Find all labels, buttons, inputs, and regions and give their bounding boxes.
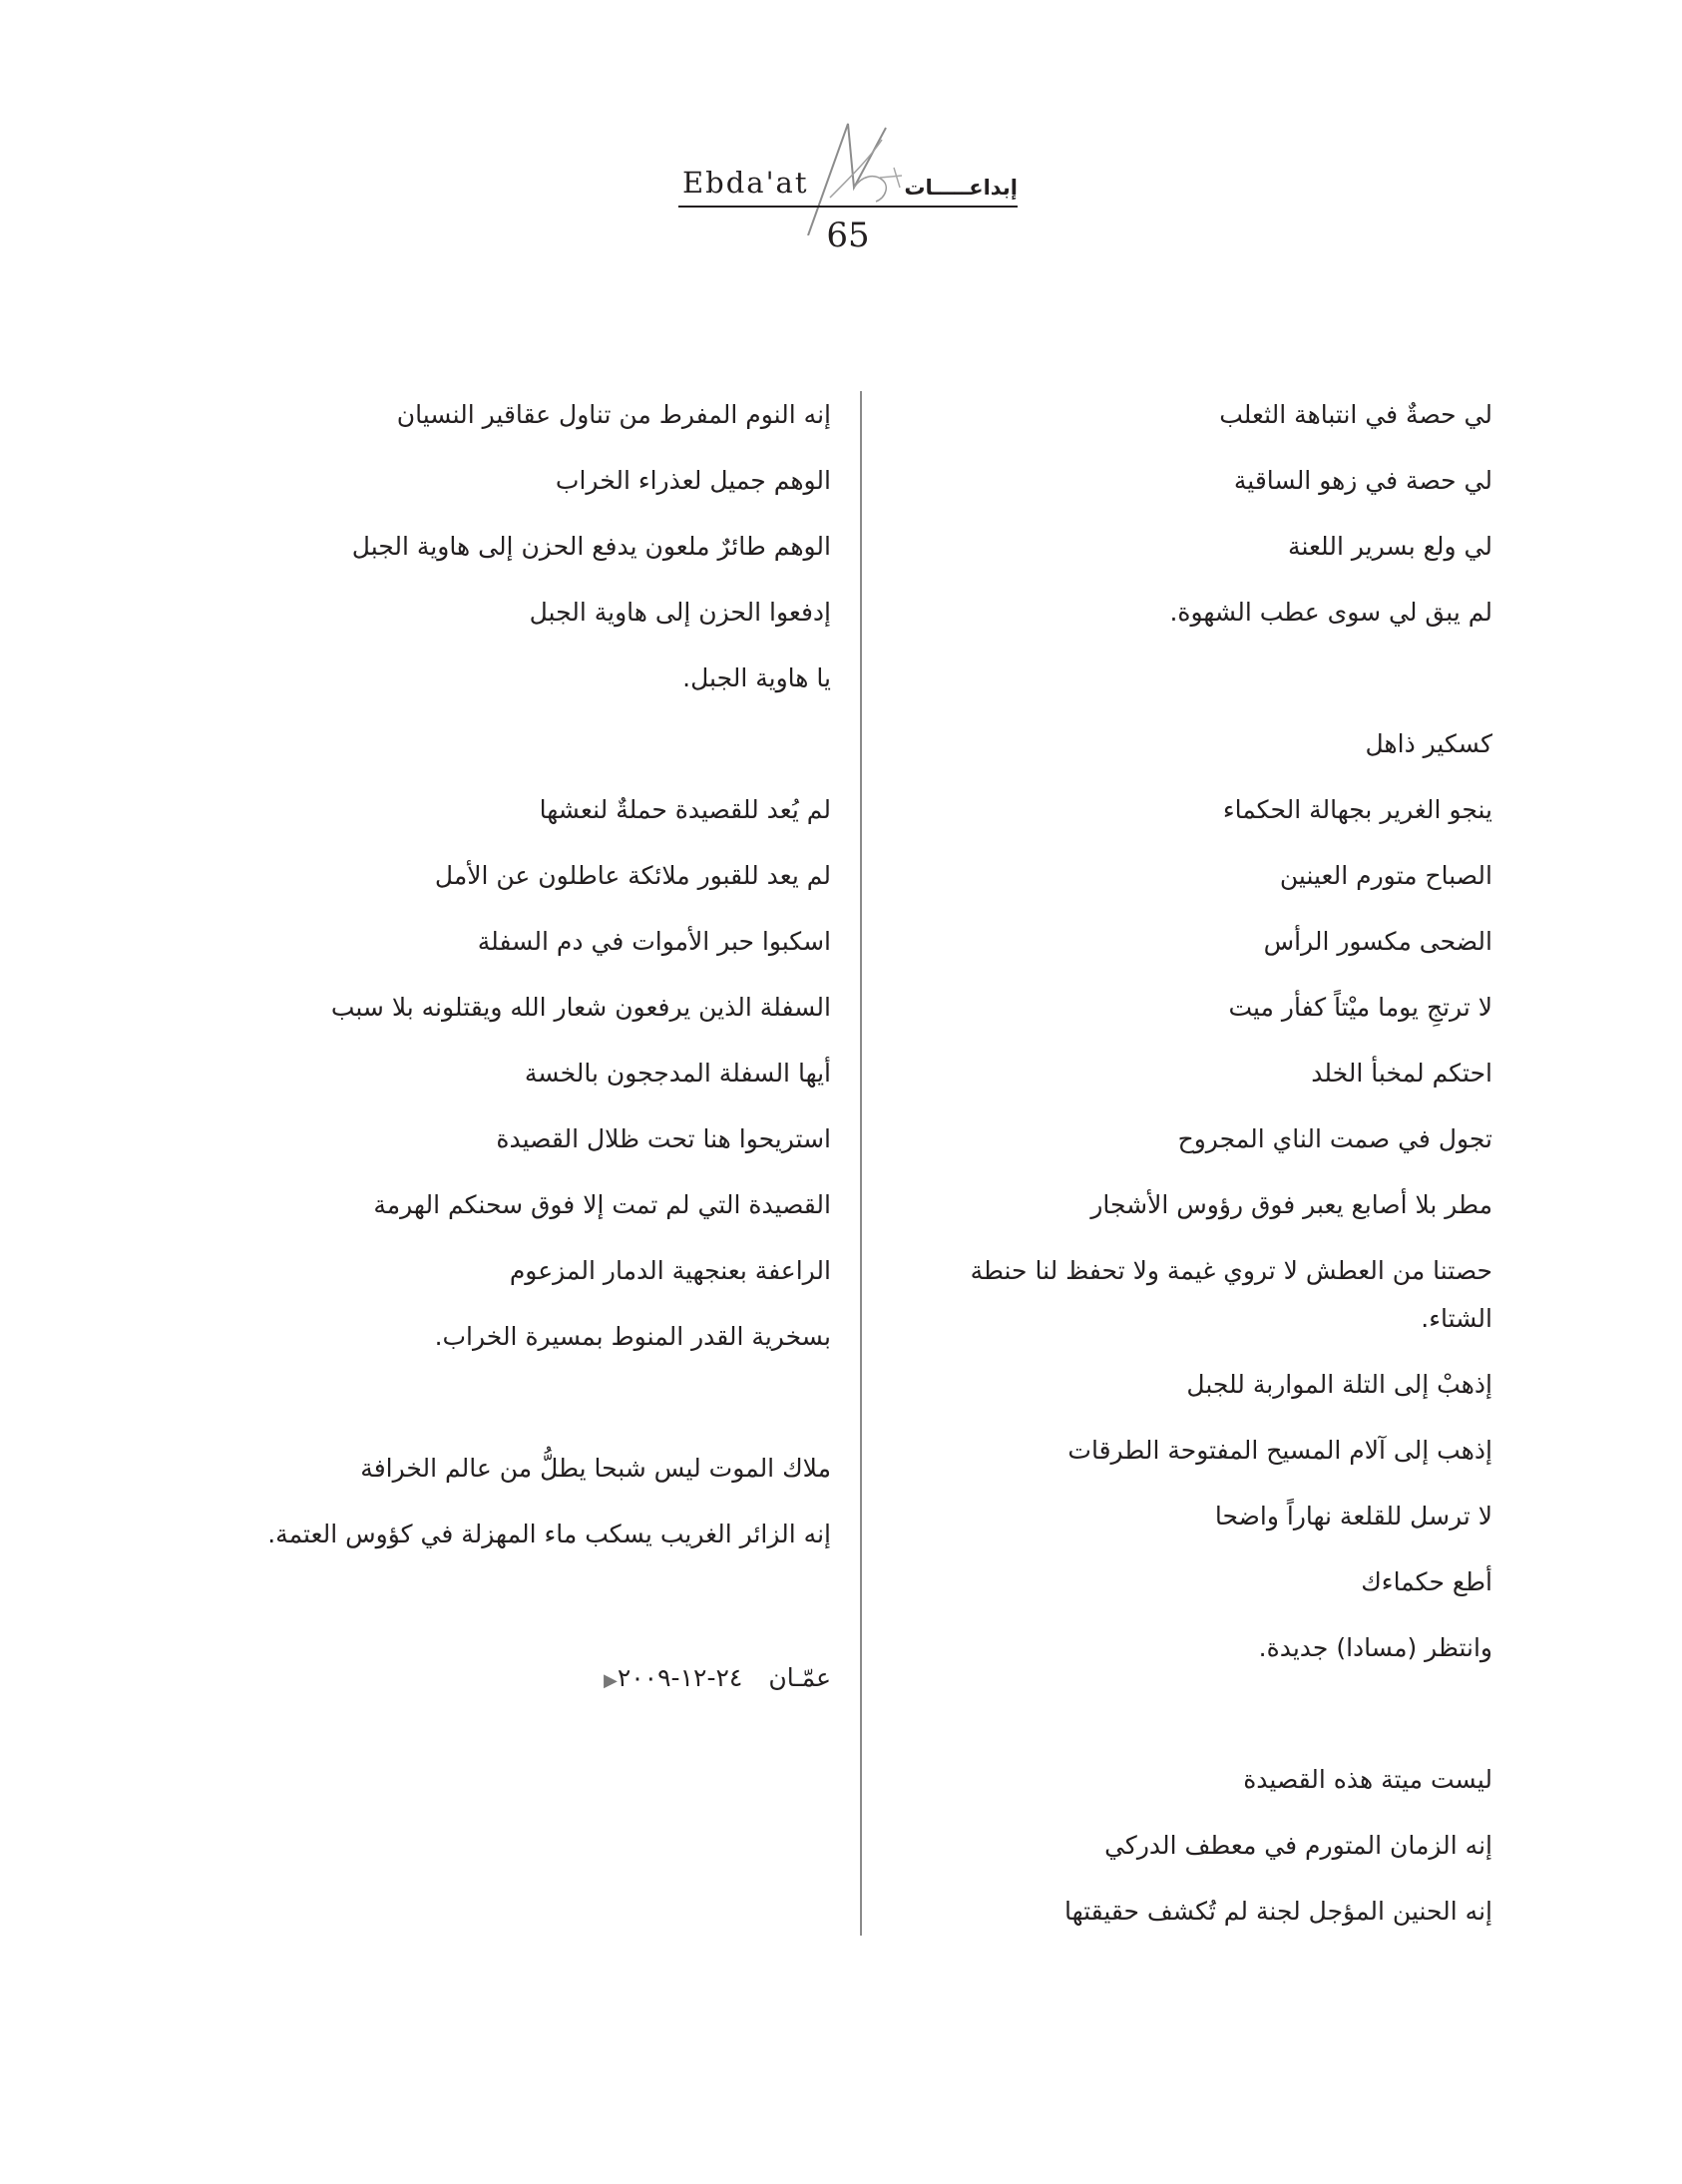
poem-line: إذهبْ إلى التلة المواربة للجبل — [1186, 1370, 1492, 1399]
poem-line: لم يعد للقبور ملائكة عاطلون عن الأمل — [434, 861, 831, 890]
poem-line: وانتظر (مسادا) جديدة. — [1258, 1633, 1492, 1662]
column-divider — [860, 391, 862, 1936]
poem-line: إنه الزائر الغريب يسكب ماء المهزلة في كؤوس العتمة. — [267, 1520, 831, 1548]
poem-line: إدفعوا الحزن إلى هاوية الجبل — [529, 598, 831, 627]
masthead-rule — [678, 206, 1018, 208]
poem-line: القصيدة التي لم تمت إلا فوق سحنكم الهرمة — [373, 1190, 831, 1219]
poem-line: تجول في صمت الناي المجروح — [1177, 1124, 1492, 1153]
poem-line: الراعفة بعنجهية الدمار المزعوم — [509, 1256, 831, 1285]
poem-line: لي ولع بسرير اللعنة — [1288, 532, 1492, 561]
poem-line: احتكم لمخبأ الخلد — [1311, 1059, 1492, 1088]
stanza-gap — [272, 1567, 831, 1633]
poem-line: إنه الزمان المتورم في معطف الدركي — [1104, 1831, 1492, 1860]
signature — [272, 1645, 831, 1714]
poem-line: إنه النوم المفرط من تناول عقاقير النسيان — [396, 400, 831, 429]
poem-line: لم يُعد للقصيدة حملةٌ لنعشها — [539, 795, 831, 824]
poem-line: لا ترسل للقلعة نهاراً واضحا — [1214, 1502, 1492, 1530]
poem-line: حصتنا من العطش لا تروي غيمة ولا تحفظ لنا حنطة الشتاء. — [970, 1256, 1492, 1333]
poem-line: الصباح متورم العينين — [1279, 861, 1492, 890]
poem-left-column — [267, 382, 831, 1714]
poem-line: السفلة الذين يرفعون شعار الله ويقتلونه بلا سبب — [330, 993, 831, 1022]
poem-line: اسكبوا حبر الأموات في دم السفلة — [477, 927, 831, 956]
masthead-latin-title: Ebda'at — [682, 166, 809, 200]
poem-line: ليست ميتة هذه القصيدة — [1243, 1765, 1492, 1794]
poem-line: أطع حكماءك — [1361, 1567, 1492, 1596]
stanza-gap — [894, 1681, 1492, 1747]
poem-line: إنه الحنين المؤجل لجنة لم تُكشف حقيقتها — [1063, 1897, 1492, 1926]
poem-line: لي حصة في زهو الساقية — [1233, 466, 1492, 495]
poem-line: الوهم جميل لعذراء الخراب — [555, 466, 831, 495]
poem-line: كسكير ذاهل — [1365, 729, 1492, 758]
poem-line: بسخرية القدر المنوط بمسيرة الخراب. — [434, 1322, 831, 1351]
stanza-gap — [272, 1370, 831, 1436]
poem-line: مطر بلا أصابع يعبر فوق رؤوس الأشجار — [1090, 1190, 1492, 1219]
poem-right-column — [894, 382, 1492, 1945]
poem-line: أيها السفلة المدججون بالخسة — [524, 1059, 831, 1088]
stanza-gap — [272, 711, 831, 777]
poem-line: إذهب إلى آلام المسيح المفتوحة الطرقات — [1067, 1436, 1492, 1465]
poem-line: ملاك الموت ليس شبحا يطلُّ من عالم الخرافة — [360, 1454, 831, 1483]
poem-line: ينجو الغرير بجهالة الحكماء — [1222, 795, 1492, 824]
masthead — [678, 118, 1018, 257]
poem-line: الضحى مكسور الرأس — [1263, 927, 1492, 956]
poem-line: لي حصةٌ في انتباهة الثعلب — [1219, 400, 1492, 429]
poem-line: لم يبق لي سوى عطب الشهوة. — [1169, 598, 1492, 627]
page-number: 65 — [826, 216, 870, 255]
masthead-arabic-title: إبداعـــــات — [904, 176, 1018, 200]
signature-place: عمّـان — [768, 1663, 831, 1692]
signature-date: ٢٤-١٢-٢٠٠٩ — [617, 1663, 743, 1692]
poem-line: لا ترتجِ يوما ميْتاً كفأر ميت — [1228, 993, 1492, 1022]
stanza-gap — [894, 646, 1492, 711]
triangle-marker-icon: ◀ — [603, 1670, 618, 1691]
poem-line: استريحوا هنا تحت ظلال القصيدة — [496, 1124, 831, 1153]
poem-line: يا هاوية الجبل. — [682, 663, 831, 692]
poem-line: الوهم طائرٌ ملعون يدفع الحزن إلى هاوية الجبل — [351, 532, 831, 561]
